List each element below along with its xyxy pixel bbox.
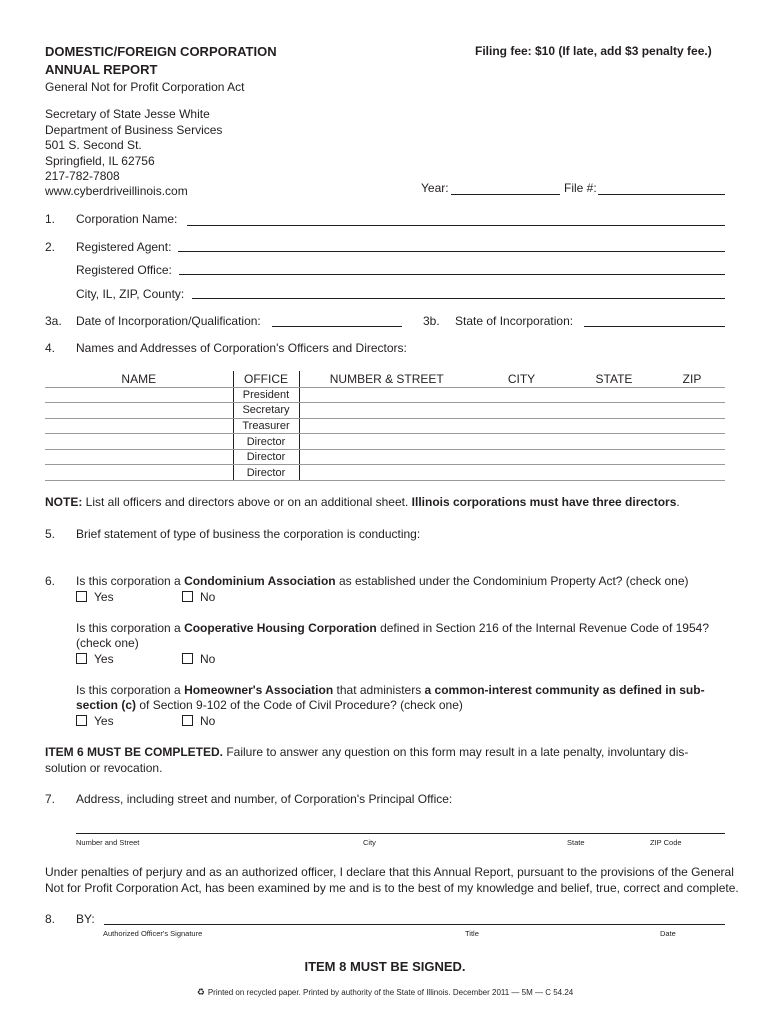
question-text: as established under the Condominium Property Act? (check one): [335, 574, 689, 588]
no-checkbox[interactable]: [182, 591, 193, 602]
condo-yes[interactable]: [76, 590, 114, 604]
footer: [0, 988, 770, 998]
file-number-field[interactable]: [598, 194, 725, 195]
officer-address-cell[interactable]: [299, 387, 725, 403]
registered-agent-field[interactable]: [178, 251, 725, 252]
yes-label: Yes: [94, 590, 114, 604]
footer-text: Printed on recycled paper. Printed by authority of the State of Illinois. December 2011 — 5M — C 54.24: [207, 988, 574, 997]
registered-agent-label: Registered Agent:: [76, 240, 172, 254]
office-cell: Director: [233, 465, 299, 481]
caption-state: State: [567, 838, 585, 847]
website: www.cyberdriveillinois.com: [45, 184, 188, 198]
office-cell: Director: [233, 434, 299, 450]
no-label: No: [200, 590, 216, 604]
yes-checkbox[interactable]: [76, 715, 87, 726]
table-row: [45, 403, 725, 419]
yes-label: Yes: [94, 652, 114, 666]
caption-street: Number and Street: [76, 838, 140, 847]
officer-address-cell[interactable]: [299, 434, 725, 450]
year-label: Year:: [421, 181, 449, 195]
registered-office-field[interactable]: [179, 274, 725, 275]
office-cell: President: [233, 387, 299, 403]
condo-no[interactable]: [182, 590, 215, 604]
caption-title: Title: [465, 929, 479, 938]
item-number: 6.: [45, 574, 56, 588]
address-line: 217-782-7808: [45, 169, 120, 183]
registered-office-label: Registered Office:: [76, 263, 172, 277]
item-number: 3b.: [423, 314, 440, 328]
note-text: List all officers and directors above or on an additional sheet.: [82, 495, 412, 509]
coop-no[interactable]: [182, 652, 215, 666]
form-title-line1: DOMESTIC/FOREIGN CORPORATION: [45, 44, 277, 59]
item-number: 5.: [45, 527, 56, 541]
principal-office-label: Address, including street and number, of Corporation's Principal Office:: [76, 792, 453, 806]
hoa-yes[interactable]: [76, 714, 114, 728]
city-zip-county-label: City, IL, ZIP, County:: [76, 287, 185, 301]
hoa-no[interactable]: [182, 714, 215, 728]
question-text: Is this corporation a: [76, 683, 185, 697]
question-emphasis: Homeowner's Association: [184, 683, 334, 697]
officer-name-cell[interactable]: [45, 403, 233, 419]
coop-yes[interactable]: [76, 652, 114, 666]
question-emphasis: section (c): [76, 698, 137, 712]
caption-signature: Authorized Officer's Signature: [103, 929, 203, 938]
table-row: [45, 387, 725, 403]
yes-label: Yes: [94, 714, 114, 728]
item6-warning-cont: solution or revocation.: [45, 761, 163, 775]
column-header-state: STATE: [569, 371, 659, 387]
warning-emphasis: ITEM 6 MUST BE COMPLETED.: [45, 745, 224, 759]
warning-text: Failure to answer any question on this form may result in a late penalty, involuntary dis-: [223, 745, 689, 759]
incorporation-date-field[interactable]: [272, 326, 402, 327]
file-number-label: File #:: [564, 181, 597, 195]
recycle-icon: ♻: [196, 988, 205, 998]
city-zip-county-field[interactable]: [192, 298, 725, 299]
no-label: No: [200, 652, 216, 666]
no-label: No: [200, 714, 216, 728]
no-checkbox[interactable]: [182, 715, 193, 726]
declaration-line1: Under penalties of perjury and as an authorized officer, I declare that this Annual Report, pursuant to the provisions of the General: [45, 865, 734, 879]
item8-must-be-signed: ITEM 8 MUST BE SIGNED.: [304, 959, 466, 974]
filing-fee: Filing fee: $10 (If late, add $3 penalty fee.): [475, 44, 712, 58]
item6-warning: [45, 745, 688, 759]
office-cell: Secretary: [233, 403, 299, 419]
caption-city: City: [363, 838, 376, 847]
item-number: 4.: [45, 341, 56, 355]
officers-table: [45, 371, 725, 481]
form-subtitle: General Not for Profit Corporation Act: [45, 80, 245, 94]
officer-name-cell[interactable]: [45, 418, 233, 434]
question-text: Is this corporation a: [76, 574, 185, 588]
note-end: .: [676, 495, 680, 509]
officer-address-cell[interactable]: [299, 418, 725, 434]
hoa-question: [76, 683, 705, 697]
hoa-question-cont: [76, 698, 463, 712]
corporation-name-field[interactable]: [187, 225, 725, 226]
incorporation-date-label: Date of Incorporation/Qualification:: [76, 314, 261, 328]
note-label: NOTE:: [45, 495, 83, 509]
officer-address-cell[interactable]: [299, 403, 725, 419]
directors-note: [45, 495, 680, 509]
office-cell: Director: [233, 449, 299, 465]
officer-name-cell[interactable]: [45, 387, 233, 403]
question-text: Is this corporation a: [76, 621, 185, 635]
item-number: 8.: [45, 912, 56, 926]
column-header-zip: ZIP: [659, 371, 725, 387]
caption-zip: ZIP Code: [650, 838, 682, 847]
table-header-row: [45, 371, 725, 387]
officer-name-cell[interactable]: [45, 465, 233, 481]
question-emphasis: Condominium Association: [184, 574, 336, 588]
declaration-line2: Not for Profit Corporation Act, has been examined by me and is to the best of my knowledge and belief, true, correct and complete.: [45, 881, 739, 895]
question-emphasis: a common-interest community as defined in sub-: [424, 683, 705, 697]
state-of-incorporation-label: State of Incorporation:: [455, 314, 574, 328]
office-cell: Treasurer: [233, 418, 299, 434]
officers-label: Names and Addresses of Corporation's Officers and Directors:: [76, 341, 407, 355]
item-number: 1.: [45, 212, 56, 226]
address-line: Springfield, IL 62756: [45, 154, 155, 168]
table-row: [45, 434, 725, 450]
state-of-incorporation-field[interactable]: [584, 326, 725, 327]
address-line: Department of Business Services: [45, 123, 223, 137]
officer-name-cell[interactable]: [45, 449, 233, 465]
yes-checkbox[interactable]: [76, 591, 87, 602]
officer-address-cell[interactable]: [299, 449, 725, 465]
column-header-office: OFFICE: [233, 371, 299, 387]
officer-name-cell[interactable]: [45, 434, 233, 450]
principal-office-field[interactable]: [76, 833, 725, 834]
coop-check-one: (check one): [76, 636, 139, 650]
column-header-name: NAME: [45, 371, 233, 387]
address-line: Secretary of State Jesse White: [45, 107, 210, 121]
note-emphasis: Illinois corporations must have three directors: [411, 495, 677, 509]
item-number: 7.: [45, 792, 56, 806]
table-row: [45, 449, 725, 465]
officer-address-cell[interactable]: [299, 465, 725, 481]
yes-checkbox[interactable]: [76, 653, 87, 664]
caption-date: Date: [660, 929, 676, 938]
column-header-city: CITY: [474, 371, 569, 387]
column-header-street: NUMBER & STREET: [299, 371, 474, 387]
item-number: 3a.: [45, 314, 62, 328]
question-text: of Section 9-102 of the Code of Civil Procedure? (check one): [136, 698, 463, 712]
form-title-line2: ANNUAL REPORT: [45, 62, 158, 77]
signature-field[interactable]: [104, 924, 725, 925]
year-field[interactable]: [451, 194, 560, 195]
address-line: 501 S. Second St.: [45, 138, 142, 152]
business-statement-label: Brief statement of type of business the corporation is conducting:: [76, 527, 421, 541]
by-label: BY:: [76, 912, 95, 926]
coop-question: [76, 621, 709, 635]
table-row: [45, 465, 725, 481]
question-text: defined in Section 216 of the Internal Revenue Code of 1954?: [376, 621, 709, 635]
no-checkbox[interactable]: [182, 653, 193, 664]
corporation-name-label: Corporation Name:: [76, 212, 178, 226]
condo-question: [76, 574, 688, 588]
item-number: 2.: [45, 240, 56, 254]
table-row: [45, 418, 725, 434]
question-text: that administers: [333, 683, 425, 697]
question-emphasis: Cooperative Housing Corporation: [184, 621, 377, 635]
